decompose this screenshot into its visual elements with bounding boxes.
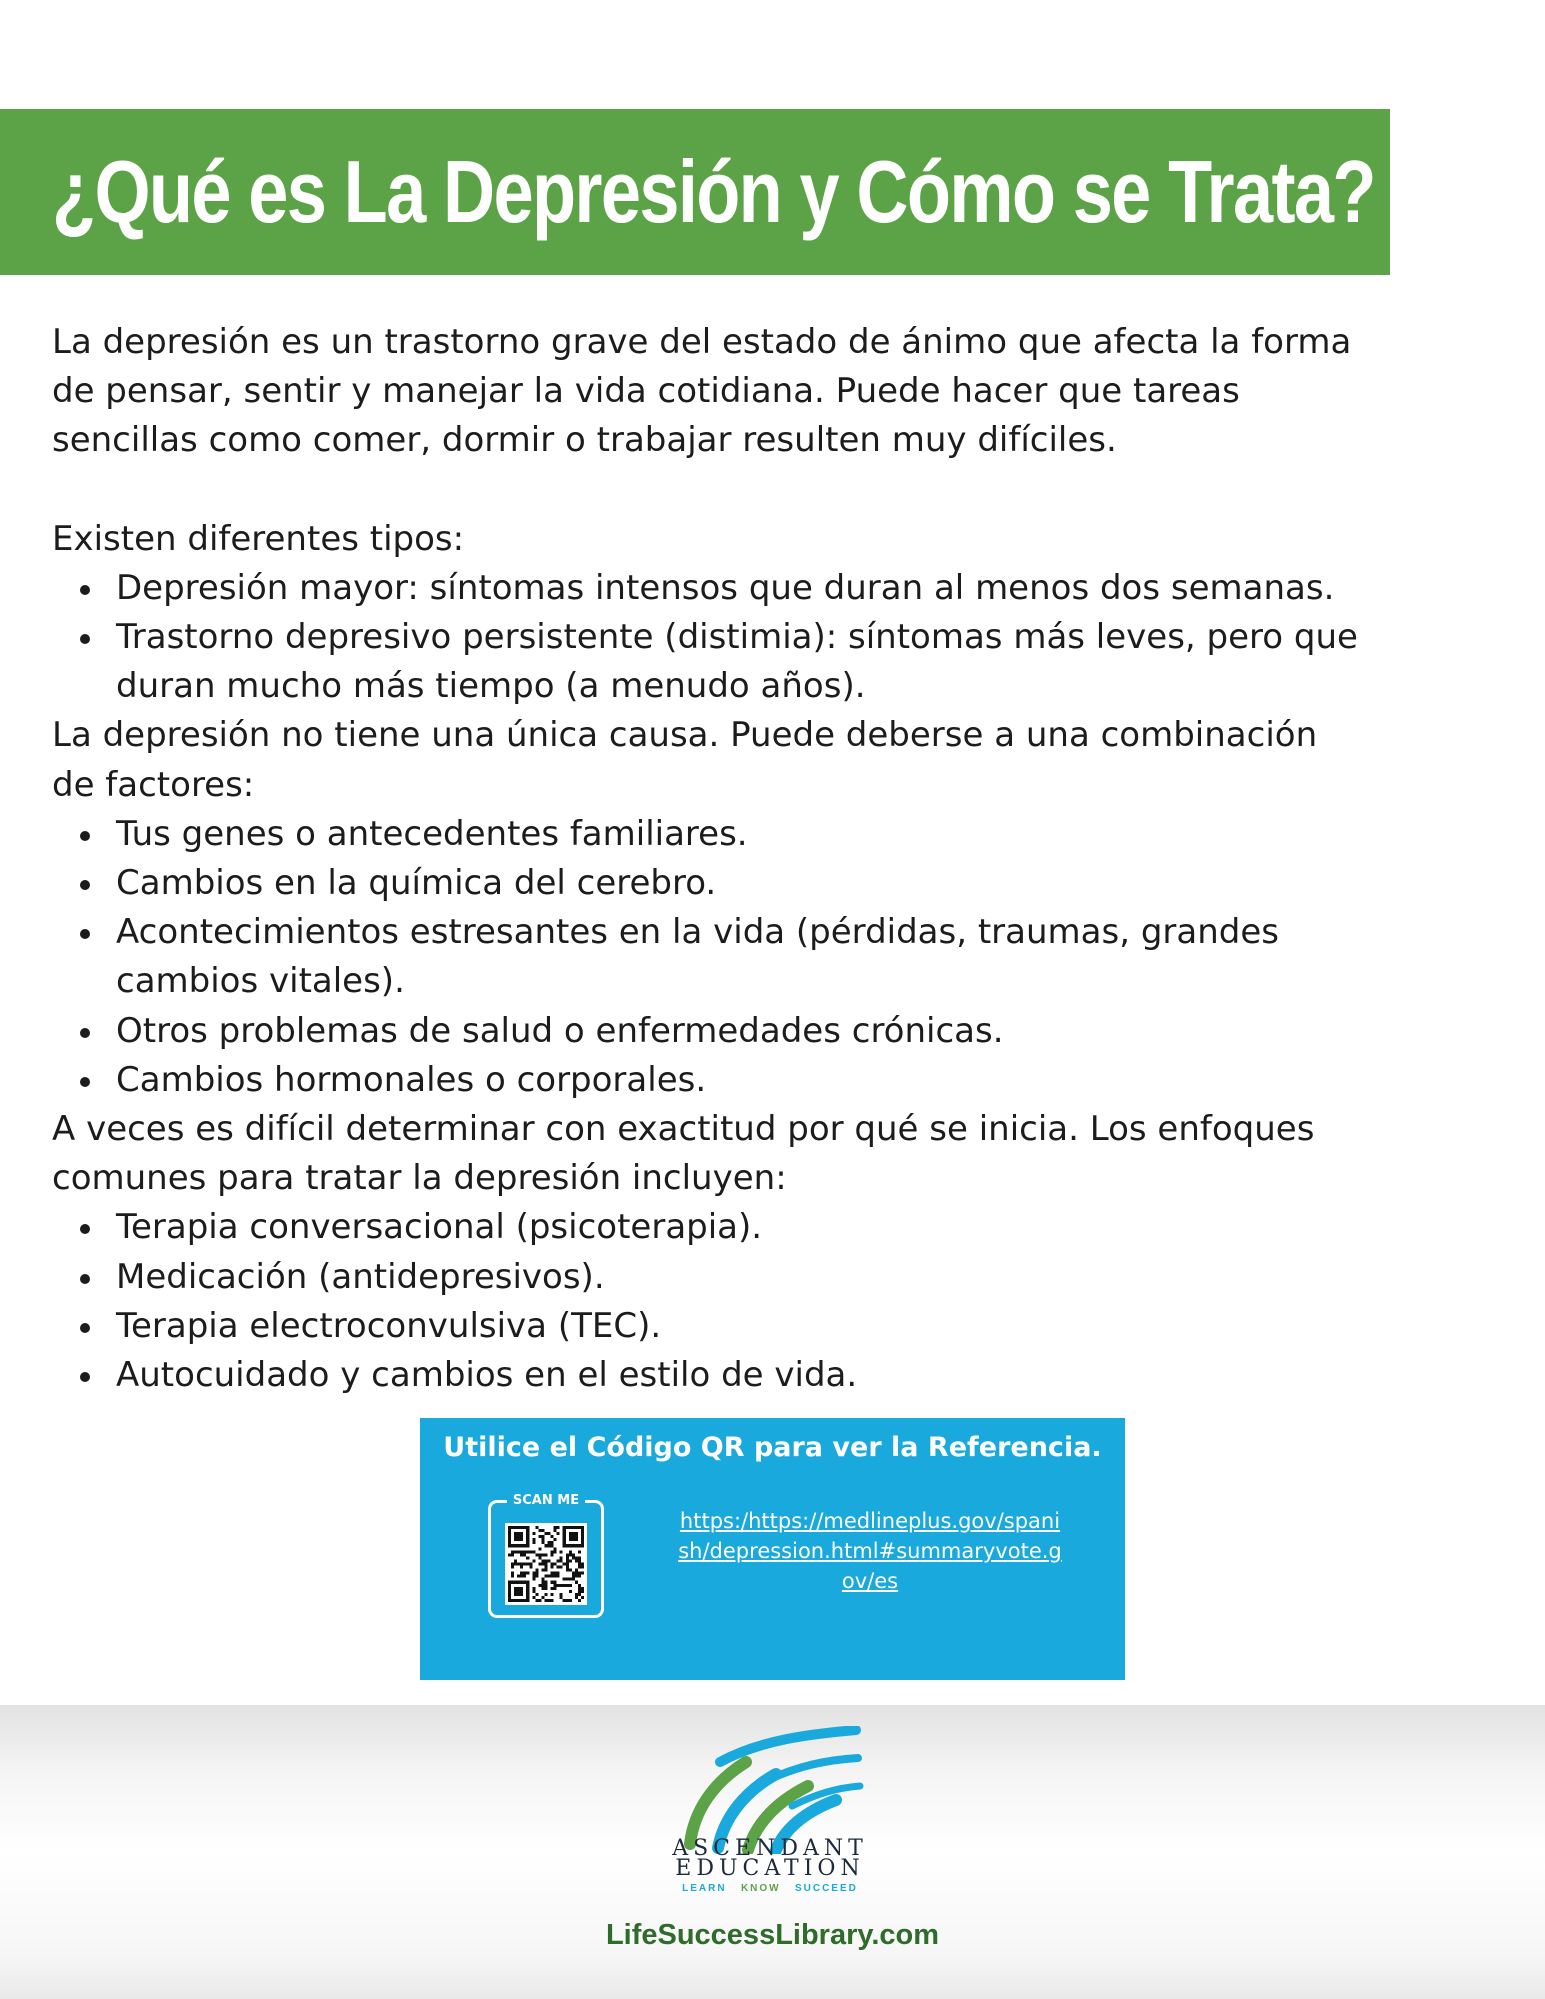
list-item: Autocuidado y cambios en el estilo de vida. bbox=[52, 1351, 1492, 1400]
causes-heading: La depresión no tiene una única causa. Puede deberse a una combinación de factores: bbox=[52, 715, 1318, 805]
list-item: Depresión mayor: síntomas intensos que duran al menos dos semanas. bbox=[52, 564, 1492, 613]
article-body bbox=[52, 318, 1492, 1400]
list-item: Acontecimientos estresantes en la vida (pérdidas, traumas, grandes cambios vitales). bbox=[52, 908, 1492, 1006]
intro-paragraph: La depresión es un trastorno grave del estado de ánimo que afecta la forma de pensar, sentir y manejar la vida cotidiana. Puede hacer que tareas sencillas como comer, dormir o trabajar resulten muy difíciles. bbox=[52, 322, 1352, 461]
list-item: Cambios en la química del cerebro. bbox=[52, 859, 1492, 908]
reference-link[interactable]: https:/https://medlineplus.gov/spani sh/depression.html#summaryvote.g ov/es bbox=[678, 1509, 1062, 1593]
brand-tagline: LEARN KNOW SUCCEED bbox=[682, 1883, 858, 1894]
page-title: ¿Qué es La Depresión y Cómo se Trata? bbox=[52, 142, 1375, 241]
treatments-heading: A veces es difícil determinar con exactitud por qué se inicia. Los enfoques comunes para tratar la depresión incluyen: bbox=[52, 1109, 1315, 1199]
qr-code-icon bbox=[505, 1523, 587, 1605]
list-item: Medicación (antidepresivos). bbox=[52, 1253, 1492, 1302]
list-item: Terapia conversacional (psicoterapia). bbox=[52, 1203, 1492, 1252]
title-banner bbox=[0, 109, 1390, 275]
list-item: Trastorno depresivo persistente (distimia): síntomas más leves, pero que duran mucho más tiempo (a menudo años). bbox=[52, 613, 1492, 711]
ascendant-arcs-logo-icon bbox=[680, 1726, 866, 1854]
types-list bbox=[52, 564, 1492, 712]
reference-title: Utilice el Código QR para ver la Referencia. bbox=[443, 1432, 1102, 1463]
reference-box bbox=[420, 1418, 1125, 1680]
paragraph-gap bbox=[52, 466, 1492, 515]
scan-me-label: SCAN ME bbox=[491, 1492, 601, 1510]
brand-name: ASCENDANT EDUCATION bbox=[672, 1836, 868, 1881]
list-item: Tus genes o antecedentes familiares. bbox=[52, 810, 1492, 859]
site-url-link[interactable]: LifeSuccessLibrary.com bbox=[605, 1919, 940, 1951]
list-item: Cambios hormonales o corporales. bbox=[52, 1056, 1492, 1105]
footer bbox=[0, 1705, 1545, 1999]
causes-list bbox=[52, 810, 1492, 1105]
types-heading: Existen diferentes tipos: bbox=[52, 518, 465, 559]
treatments-list bbox=[52, 1203, 1492, 1400]
qr-code-frame[interactable] bbox=[488, 1493, 604, 1618]
list-item: Terapia electroconvulsiva (TEC). bbox=[52, 1302, 1492, 1351]
list-item: Otros problemas de salud o enfermedades crónicas. bbox=[52, 1007, 1492, 1056]
